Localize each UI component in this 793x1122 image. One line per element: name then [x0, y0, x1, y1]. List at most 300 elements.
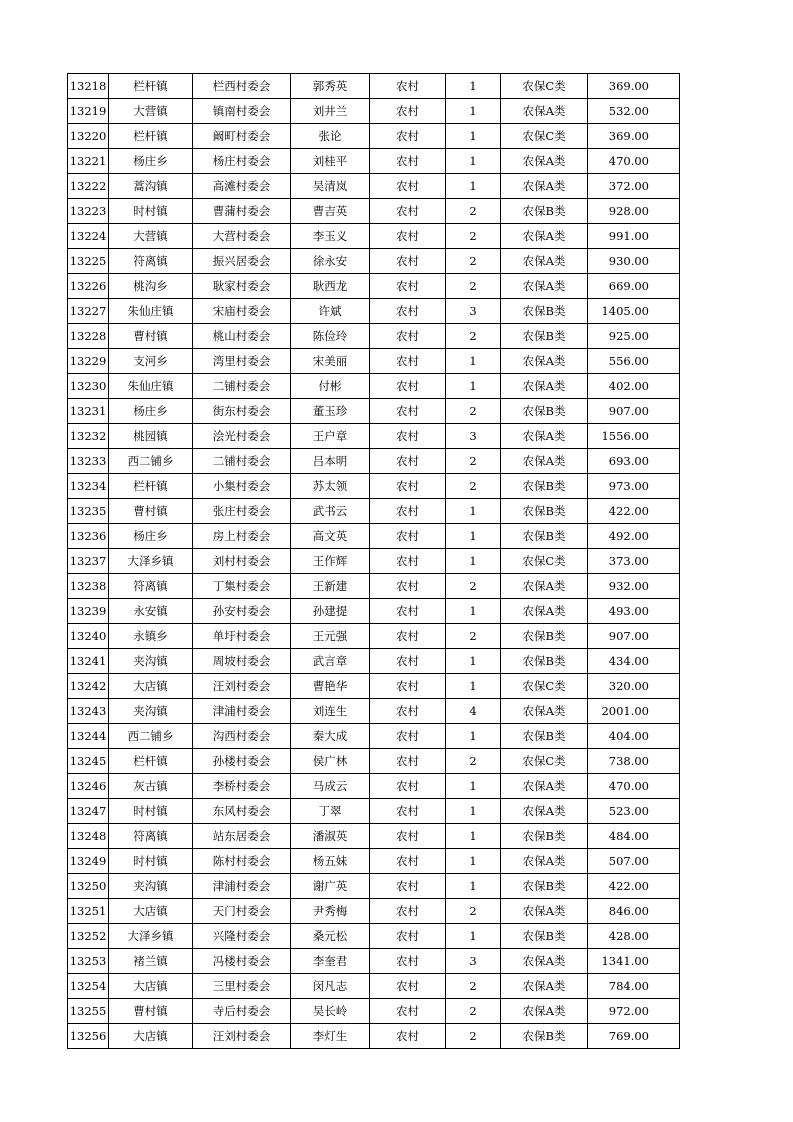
table-row — [68, 99, 680, 124]
cell-count: 2 — [446, 199, 501, 224]
cell-count: 2 — [446, 624, 501, 649]
table-row — [68, 774, 680, 799]
cell-village: 东风村委会 — [193, 799, 291, 824]
cell-village: 三里村委会 — [193, 974, 291, 999]
cell-type: 农村 — [370, 674, 446, 699]
cell-amount: 2001.00 — [588, 699, 680, 724]
cell-id: 13234 — [68, 474, 109, 499]
cell-town: 褚兰镇 — [109, 949, 193, 974]
cell-name: 郭秀英 — [291, 74, 370, 99]
cell-id: 13252 — [68, 924, 109, 949]
cell-category: 农保A类 — [501, 599, 588, 624]
cell-id: 13219 — [68, 99, 109, 124]
table-row — [68, 149, 680, 174]
cell-name: 武书云 — [291, 499, 370, 524]
table-row — [68, 824, 680, 849]
cell-amount: 532.00 — [588, 99, 680, 124]
cell-category: 农保B类 — [501, 324, 588, 349]
cell-amount: 928.00 — [588, 199, 680, 224]
cell-count: 2 — [446, 999, 501, 1024]
table-row — [68, 624, 680, 649]
cell-town: 大店镇 — [109, 674, 193, 699]
cell-category: 农保B类 — [501, 474, 588, 499]
cell-amount: 1556.00 — [588, 424, 680, 449]
cell-village: 浍光村委会 — [193, 424, 291, 449]
cell-count: 1 — [446, 874, 501, 899]
cell-name: 曹吉英 — [291, 199, 370, 224]
table-row — [68, 74, 680, 99]
cell-town: 桃沟乡 — [109, 274, 193, 299]
cell-town: 栏杆镇 — [109, 749, 193, 774]
cell-village: 二铺村委会 — [193, 374, 291, 399]
table-row — [68, 349, 680, 374]
cell-type: 农村 — [370, 524, 446, 549]
cell-amount: 907.00 — [588, 399, 680, 424]
cell-id: 13236 — [68, 524, 109, 549]
cell-amount: 492.00 — [588, 524, 680, 549]
cell-village: 阚町村委会 — [193, 124, 291, 149]
cell-id: 13227 — [68, 299, 109, 324]
cell-id: 13247 — [68, 799, 109, 824]
table-row — [68, 899, 680, 924]
cell-amount: 556.00 — [588, 349, 680, 374]
cell-name: 刘井兰 — [291, 99, 370, 124]
cell-name: 潘淑英 — [291, 824, 370, 849]
cell-village: 周坡村委会 — [193, 649, 291, 674]
cell-category: 农保A类 — [501, 274, 588, 299]
table-row — [68, 299, 680, 324]
table-row — [68, 999, 680, 1024]
cell-type: 农村 — [370, 749, 446, 774]
cell-town: 夹沟镇 — [109, 699, 193, 724]
cell-village: 街东村委会 — [193, 399, 291, 424]
cell-amount: 972.00 — [588, 999, 680, 1024]
cell-town: 桃园镇 — [109, 424, 193, 449]
cell-count: 1 — [446, 599, 501, 624]
cell-type: 农村 — [370, 574, 446, 599]
cell-category: 农保B类 — [501, 874, 588, 899]
cell-type: 农村 — [370, 824, 446, 849]
cell-type: 农村 — [370, 699, 446, 724]
cell-count: 2 — [446, 899, 501, 924]
cell-town: 时村镇 — [109, 199, 193, 224]
cell-town: 大营镇 — [109, 99, 193, 124]
cell-amount: 784.00 — [588, 974, 680, 999]
cell-village: 李桥村委会 — [193, 774, 291, 799]
cell-name: 马成云 — [291, 774, 370, 799]
cell-count: 3 — [446, 299, 501, 324]
table-row — [68, 849, 680, 874]
cell-amount: 907.00 — [588, 624, 680, 649]
cell-type: 农村 — [370, 549, 446, 574]
cell-type: 农村 — [370, 1024, 446, 1049]
cell-id: 13249 — [68, 849, 109, 874]
cell-category: 农保A类 — [501, 349, 588, 374]
cell-village: 大营村委会 — [193, 224, 291, 249]
cell-town: 西二铺乡 — [109, 724, 193, 749]
cell-type: 农村 — [370, 924, 446, 949]
cell-count: 1 — [446, 149, 501, 174]
cell-id: 13235 — [68, 499, 109, 524]
cell-town: 灰古镇 — [109, 774, 193, 799]
cell-town: 栏杆镇 — [109, 474, 193, 499]
cell-category: 农保A类 — [501, 424, 588, 449]
cell-type: 农村 — [370, 74, 446, 99]
cell-category: 农保A类 — [501, 799, 588, 824]
table-row — [68, 449, 680, 474]
cell-town: 曹村镇 — [109, 999, 193, 1024]
cell-type: 农村 — [370, 624, 446, 649]
table-row — [68, 399, 680, 424]
cell-category: 农保C类 — [501, 549, 588, 574]
cell-amount: 1405.00 — [588, 299, 680, 324]
cell-town: 支河乡 — [109, 349, 193, 374]
cell-name: 丁翠 — [291, 799, 370, 824]
cell-village: 津浦村委会 — [193, 874, 291, 899]
cell-count: 1 — [446, 349, 501, 374]
cell-name: 陈俭玲 — [291, 324, 370, 349]
cell-town: 曹村镇 — [109, 324, 193, 349]
cell-name: 吴长岭 — [291, 999, 370, 1024]
cell-type: 农村 — [370, 599, 446, 624]
cell-category: 农保A类 — [501, 849, 588, 874]
cell-count: 1 — [446, 849, 501, 874]
cell-town: 杨庄乡 — [109, 149, 193, 174]
cell-id: 13224 — [68, 224, 109, 249]
cell-town: 栏杆镇 — [109, 74, 193, 99]
cell-name: 徐永安 — [291, 249, 370, 274]
cell-id: 13256 — [68, 1024, 109, 1049]
cell-count: 4 — [446, 699, 501, 724]
cell-name: 张论 — [291, 124, 370, 149]
cell-count: 1 — [446, 549, 501, 574]
table-row — [68, 524, 680, 549]
cell-id: 13228 — [68, 324, 109, 349]
cell-amount: 932.00 — [588, 574, 680, 599]
cell-type: 农村 — [370, 324, 446, 349]
cell-count: 2 — [446, 324, 501, 349]
cell-amount: 484.00 — [588, 824, 680, 849]
table-row — [68, 949, 680, 974]
cell-category: 农保B类 — [501, 824, 588, 849]
cell-category: 农保B类 — [501, 724, 588, 749]
cell-category: 农保B类 — [501, 499, 588, 524]
cell-count: 1 — [446, 499, 501, 524]
cell-type: 农村 — [370, 649, 446, 674]
cell-name: 刘连生 — [291, 699, 370, 724]
cell-type: 农村 — [370, 774, 446, 799]
table-row — [68, 699, 680, 724]
cell-town: 栏杆镇 — [109, 124, 193, 149]
cell-count: 1 — [446, 174, 501, 199]
cell-town: 曹村镇 — [109, 499, 193, 524]
cell-category: 农保B类 — [501, 924, 588, 949]
cell-category: 农保A类 — [501, 699, 588, 724]
cell-id: 13222 — [68, 174, 109, 199]
cell-type: 农村 — [370, 124, 446, 149]
cell-category: 农保B类 — [501, 624, 588, 649]
cell-town: 大泽乡镇 — [109, 549, 193, 574]
cell-count: 1 — [446, 74, 501, 99]
cell-name: 李奎君 — [291, 949, 370, 974]
cell-count: 2 — [446, 474, 501, 499]
table-row — [68, 374, 680, 399]
cell-name: 付彬 — [291, 374, 370, 399]
cell-category: 农保A类 — [501, 174, 588, 199]
cell-category: 农保A类 — [501, 974, 588, 999]
cell-town: 大营镇 — [109, 224, 193, 249]
cell-town: 杨庄乡 — [109, 399, 193, 424]
table-row — [68, 574, 680, 599]
cell-village: 孙安村委会 — [193, 599, 291, 624]
cell-type: 农村 — [370, 299, 446, 324]
cell-count: 3 — [446, 949, 501, 974]
cell-count: 1 — [446, 799, 501, 824]
cell-count: 1 — [446, 724, 501, 749]
cell-town: 大泽乡镇 — [109, 924, 193, 949]
cell-count: 2 — [446, 399, 501, 424]
cell-id: 13230 — [68, 374, 109, 399]
cell-type: 农村 — [370, 199, 446, 224]
cell-type: 农村 — [370, 99, 446, 124]
cell-type: 农村 — [370, 224, 446, 249]
cell-town: 大店镇 — [109, 1024, 193, 1049]
cell-type: 农村 — [370, 374, 446, 399]
cell-village: 高滩村委会 — [193, 174, 291, 199]
cell-category: 农保A类 — [501, 574, 588, 599]
cell-town: 夹沟镇 — [109, 649, 193, 674]
cell-name: 杨五妹 — [291, 849, 370, 874]
cell-name: 谢广英 — [291, 874, 370, 899]
cell-category: 农保A类 — [501, 774, 588, 799]
cell-name: 苏太领 — [291, 474, 370, 499]
cell-id: 13241 — [68, 649, 109, 674]
table-row — [68, 974, 680, 999]
cell-count: 2 — [446, 1024, 501, 1049]
cell-category: 农保B类 — [501, 399, 588, 424]
cell-amount: 428.00 — [588, 924, 680, 949]
cell-amount: 669.00 — [588, 274, 680, 299]
cell-town: 大店镇 — [109, 974, 193, 999]
cell-village: 刘村村委会 — [193, 549, 291, 574]
roster-body — [68, 74, 680, 1049]
cell-count: 1 — [446, 824, 501, 849]
cell-id: 13226 — [68, 274, 109, 299]
cell-amount: 507.00 — [588, 849, 680, 874]
cell-village: 孙楼村委会 — [193, 749, 291, 774]
cell-name: 宋美丽 — [291, 349, 370, 374]
cell-village: 冯楼村委会 — [193, 949, 291, 974]
cell-count: 1 — [446, 99, 501, 124]
cell-count: 1 — [446, 374, 501, 399]
cell-amount: 369.00 — [588, 74, 680, 99]
cell-name: 吴清岚 — [291, 174, 370, 199]
cell-category: 农保B类 — [501, 299, 588, 324]
cell-id: 13232 — [68, 424, 109, 449]
cell-type: 农村 — [370, 974, 446, 999]
cell-village: 兴隆村委会 — [193, 924, 291, 949]
table-row — [68, 924, 680, 949]
cell-count: 2 — [446, 974, 501, 999]
cell-village: 曹蒲村委会 — [193, 199, 291, 224]
cell-category: 农保B类 — [501, 1024, 588, 1049]
cell-category: 农保A类 — [501, 149, 588, 174]
cell-amount: 373.00 — [588, 549, 680, 574]
cell-name: 秦大成 — [291, 724, 370, 749]
cell-type: 农村 — [370, 849, 446, 874]
cell-id: 13243 — [68, 699, 109, 724]
cell-village: 张庄村委会 — [193, 499, 291, 524]
cell-town: 时村镇 — [109, 849, 193, 874]
cell-amount: 738.00 — [588, 749, 680, 774]
cell-amount: 470.00 — [588, 149, 680, 174]
cell-amount: 925.00 — [588, 324, 680, 349]
table-row — [68, 199, 680, 224]
cell-village: 振兴居委会 — [193, 249, 291, 274]
cell-count: 1 — [446, 124, 501, 149]
cell-village: 津浦村委会 — [193, 699, 291, 724]
cell-category: 农保B类 — [501, 524, 588, 549]
cell-amount: 320.00 — [588, 674, 680, 699]
cell-type: 农村 — [370, 474, 446, 499]
cell-amount: 372.00 — [588, 174, 680, 199]
cell-category: 农保A类 — [501, 249, 588, 274]
cell-amount: 422.00 — [588, 499, 680, 524]
cell-town: 杨庄乡 — [109, 524, 193, 549]
cell-id: 13255 — [68, 999, 109, 1024]
cell-name: 武言章 — [291, 649, 370, 674]
cell-amount: 404.00 — [588, 724, 680, 749]
cell-town: 符离镇 — [109, 824, 193, 849]
cell-town: 蒿沟镇 — [109, 174, 193, 199]
cell-category: 农保A类 — [501, 899, 588, 924]
cell-type: 农村 — [370, 874, 446, 899]
table-row — [68, 549, 680, 574]
table-row — [68, 799, 680, 824]
table-row — [68, 249, 680, 274]
cell-village: 耿家村委会 — [193, 274, 291, 299]
cell-type: 农村 — [370, 449, 446, 474]
cell-name: 李玉义 — [291, 224, 370, 249]
table-row — [68, 224, 680, 249]
cell-id: 13240 — [68, 624, 109, 649]
table-row — [68, 724, 680, 749]
cell-village: 二铺村委会 — [193, 449, 291, 474]
cell-town: 符离镇 — [109, 574, 193, 599]
cell-name: 高文英 — [291, 524, 370, 549]
cell-id: 13237 — [68, 549, 109, 574]
cell-category: 农保A类 — [501, 99, 588, 124]
cell-name: 桑元松 — [291, 924, 370, 949]
cell-name: 王户章 — [291, 424, 370, 449]
cell-amount: 769.00 — [588, 1024, 680, 1049]
cell-village: 陈村村委会 — [193, 849, 291, 874]
cell-name: 曹艳华 — [291, 674, 370, 699]
cell-category: 农保A类 — [501, 449, 588, 474]
cell-count: 1 — [446, 774, 501, 799]
cell-category: 农保C类 — [501, 124, 588, 149]
cell-category: 农保C类 — [501, 674, 588, 699]
cell-type: 农村 — [370, 999, 446, 1024]
cell-count: 2 — [446, 249, 501, 274]
table-row — [68, 324, 680, 349]
cell-count: 2 — [446, 749, 501, 774]
cell-amount: 930.00 — [588, 249, 680, 274]
cell-village: 栏西村委会 — [193, 74, 291, 99]
cell-id: 13245 — [68, 749, 109, 774]
cell-id: 13231 — [68, 399, 109, 424]
cell-id: 13250 — [68, 874, 109, 899]
table-row — [68, 174, 680, 199]
cell-town: 大店镇 — [109, 899, 193, 924]
cell-category: 农保C类 — [501, 749, 588, 774]
cell-category: 农保A类 — [501, 224, 588, 249]
cell-id: 13242 — [68, 674, 109, 699]
table-row — [68, 474, 680, 499]
table-row — [68, 874, 680, 899]
cell-name: 董玉珍 — [291, 399, 370, 424]
cell-town: 永安镇 — [109, 599, 193, 624]
cell-village: 天门村委会 — [193, 899, 291, 924]
cell-id: 13225 — [68, 249, 109, 274]
cell-type: 农村 — [370, 349, 446, 374]
cell-id: 13223 — [68, 199, 109, 224]
table-row — [68, 499, 680, 524]
cell-amount: 470.00 — [588, 774, 680, 799]
cell-amount: 434.00 — [588, 649, 680, 674]
cell-village: 镇南村委会 — [193, 99, 291, 124]
cell-type: 农村 — [370, 799, 446, 824]
cell-count: 1 — [446, 524, 501, 549]
cell-name: 尹秀梅 — [291, 899, 370, 924]
cell-amount: 493.00 — [588, 599, 680, 624]
cell-name: 孙建提 — [291, 599, 370, 624]
table-row — [68, 274, 680, 299]
cell-village: 湾里村委会 — [193, 349, 291, 374]
cell-name: 王元强 — [291, 624, 370, 649]
cell-id: 13218 — [68, 74, 109, 99]
cell-name: 吕本明 — [291, 449, 370, 474]
cell-type: 农村 — [370, 724, 446, 749]
cell-category: 农保B类 — [501, 649, 588, 674]
cell-count: 1 — [446, 674, 501, 699]
cell-count: 2 — [446, 274, 501, 299]
cell-town: 夹沟镇 — [109, 874, 193, 899]
cell-count: 2 — [446, 574, 501, 599]
cell-name: 王作辉 — [291, 549, 370, 574]
cell-id: 13254 — [68, 974, 109, 999]
cell-name: 侯广林 — [291, 749, 370, 774]
cell-type: 农村 — [370, 499, 446, 524]
cell-village: 沟西村委会 — [193, 724, 291, 749]
cell-type: 农村 — [370, 424, 446, 449]
cell-name: 耿西龙 — [291, 274, 370, 299]
cell-village: 丁集村委会 — [193, 574, 291, 599]
cell-village: 汪刘村委会 — [193, 674, 291, 699]
cell-amount: 422.00 — [588, 874, 680, 899]
cell-category: 农保A类 — [501, 949, 588, 974]
cell-type: 农村 — [370, 899, 446, 924]
cell-amount: 402.00 — [588, 374, 680, 399]
cell-category: 农保A类 — [501, 374, 588, 399]
cell-village: 宋庙村委会 — [193, 299, 291, 324]
table-row — [68, 1024, 680, 1049]
cell-category: 农保C类 — [501, 74, 588, 99]
cell-village: 单圩村委会 — [193, 624, 291, 649]
cell-amount: 1341.00 — [588, 949, 680, 974]
cell-town: 时村镇 — [109, 799, 193, 824]
cell-name: 闵凡志 — [291, 974, 370, 999]
